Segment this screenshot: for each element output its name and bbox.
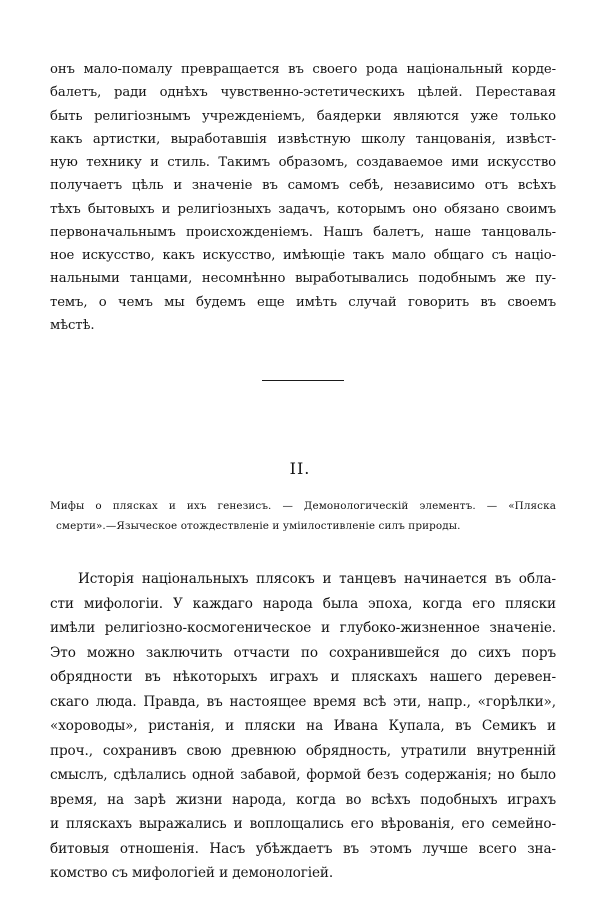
text-line: обрядности въ нѣкоторыхъ играхъ и пляскахъ нашего деревен- <box>50 669 556 685</box>
text-line: проч., сохранивъ свою древнюю обрядность, утратили внутренній <box>50 742 556 759</box>
text-line: Исторія національныхъ плясокъ и танцевъ начинается въ обла- <box>78 571 556 587</box>
text-line: нальными танцами, несомнѣнно выработывались подобнымъ же пу- <box>50 271 556 287</box>
text-line: темъ, о чемъ мы будемъ еще имѣть случай говорить въ своемъ <box>50 294 556 310</box>
summary-line: смерти».—Языческое отождествленіе и уміилостивленіе силъ природы. <box>56 520 461 532</box>
text-line: ную технику и стиль. Такимъ образомъ, создаваемое ими искусство <box>50 155 556 170</box>
paragraph-continuation <box>50 58 556 337</box>
text-line: смыслъ, сдѣлались одной забавой, формой безъ содержанія; но было <box>50 767 556 783</box>
text-line: и пляскахъ выражались и воплощались его вѣрованія, его семейно- <box>50 816 556 832</box>
text-line: онъ мало-помалу превращается въ своего рода національный корде- <box>50 62 556 77</box>
text-line: какъ артистки, выработавшія извѣстную школу танцованія, извѣст- <box>50 131 556 147</box>
summary-line: Мифы о плясках и ихъ генезисъ. — Демонологическій элементъ. — «Пляска <box>50 500 556 512</box>
text-line: скаго люда. Правда, въ настоящее время всѣ эти, напр., «горѣлки», <box>50 693 556 710</box>
text-line: битовыя отношенія. Насъ убѣждаетъ въ этомъ лучше всего зна- <box>50 840 556 857</box>
text-line: Это можно заключить отчасти по сохранившейся до сихъ поръ <box>50 644 556 661</box>
text-line: получаетъ цѣль и значеніе въ самомъ себѣ, независимо отъ всѣхъ <box>50 178 556 194</box>
section-divider <box>262 380 344 381</box>
text-line: балетъ, ради однѣхъ чувственно-эстетическихъ цѣлей. Переставая <box>50 85 556 101</box>
text-line: быть религіознымъ учрежденіемъ, баядерки являются уже только <box>50 108 556 124</box>
text-line: сти мифологіи. У каждаго народа была эпоха, когда его пляски <box>50 595 556 612</box>
text-line: ное искусство, какъ искусство, имѣющіе такъ мало общаго съ націо- <box>50 248 556 263</box>
text-line: комство съ мифологіей и демонологіей. <box>50 865 334 881</box>
text-line: «хороводы», ристанія, и пляски на Ивана Купала, въ Семикъ и <box>50 718 556 734</box>
text-line: мѣстѣ. <box>50 317 95 333</box>
text-line: первоначальнымъ происхожденіемъ. Нашъ балетъ, наше танцоваль- <box>50 224 556 240</box>
section-summary <box>50 496 556 536</box>
text-line: время, на зарѣ жизни народа, когда во всѣхъ подобныхъ играхъ <box>50 791 556 808</box>
text-line: тѣхъ бытовыхъ и религіозныхъ задачъ, которымъ оно обязано своимъ <box>50 201 556 217</box>
section-number: II. <box>289 459 311 478</box>
paragraph-main <box>50 567 556 886</box>
text-line: имѣли религіозно-космогеническое и глубоко-жизненное значеніе. <box>50 620 556 636</box>
